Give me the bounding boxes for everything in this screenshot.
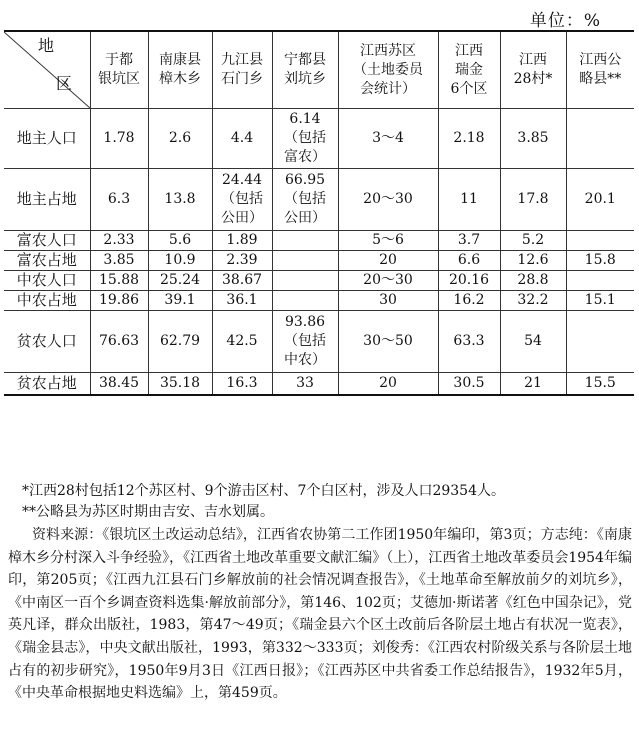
table-cell: 4.4 [212, 109, 272, 169]
source-citation: 资料来源：《银坑区土改运动总结》，江西省农协第二工作团1950年编印，第3页；方志纯：《南康樟木乡分村深入斗争经验》，《江西省土地改革重要文献汇编》（上），江西省土地改革委员会1954年编印，第205页；《江西九江县石门乡解放前的社会情况调查报告》，《土地革命至解放前夕的刘坑乡》，《中南区一百个乡调查资料选集·解放前部分》，第146、102页；艾德加·斯诺著《红色中国杂记》，党英凡译，群众出版社，1983，第47～49页；《瑞金县六个区土改前后各阶层土地占有状况一览表》，《瑞金县志》，中央文献出版社，1993，第332～333页；刘俊秀：《江西农村阶级关系与各阶层土地占有的初步研究》，1950年9月3日《江西日报》；《江西苏区中共省委工作总结报告》，1932年5月，《中央革命根据地史料选编》上，第459页。 [8, 527, 632, 702]
table-cell: 20～30 [338, 271, 438, 291]
table-cell: 20～30 [338, 169, 438, 231]
table-row [4, 291, 634, 311]
column-header: 九江县 石门乡 [212, 31, 272, 109]
table-cell: 30 [338, 291, 438, 311]
table-cell: 3.85 [500, 109, 566, 169]
table-cell: 2.33 [90, 231, 148, 251]
table-cell: 35.18 [148, 373, 212, 395]
table-cell: 66.95 （包括 公田） [272, 169, 338, 231]
table-cell: 30～50 [338, 311, 438, 373]
column-header: 于都 银坑区 [90, 31, 148, 109]
table-cell: 21 [500, 373, 566, 395]
table-cell [566, 271, 634, 291]
table-cell: 1.89 [212, 231, 272, 251]
table-row [4, 373, 634, 395]
corner-label-bottom: 区 [56, 74, 73, 93]
row-label: 中农占地 [4, 291, 90, 311]
header-row [4, 31, 634, 109]
table-cell: 11 [438, 169, 500, 231]
table-cell: 16.3 [212, 373, 272, 395]
table-row [4, 271, 634, 291]
table-cell: 2.6 [148, 109, 212, 169]
table-cell: 42.5 [212, 311, 272, 373]
column-header: 江西公 略县** [566, 31, 634, 109]
table-cell [566, 311, 634, 373]
table-cell: 38.67 [212, 271, 272, 291]
table-cell: 5.6 [148, 231, 212, 251]
table-cell: 32.2 [500, 291, 566, 311]
row-label: 地主人口 [4, 109, 90, 169]
table-cell [272, 271, 338, 291]
table-cell: 33 [272, 373, 338, 395]
table-cell: 36.1 [212, 291, 272, 311]
column-header: 南康县 樟木乡 [148, 31, 212, 109]
table-cell: 1.78 [90, 109, 148, 169]
table-cell: 20.16 [438, 271, 500, 291]
table-cell: 76.63 [90, 311, 148, 373]
table-row [4, 109, 634, 169]
table-row [4, 251, 634, 271]
column-header: 江西苏区 （土地委员 会统计） [338, 31, 438, 109]
table-cell: 15.88 [90, 271, 148, 291]
table-cell: 3.7 [438, 231, 500, 251]
table-cell: 10.9 [148, 251, 212, 271]
unit-label: 单位：% [529, 11, 601, 31]
table-cell: 15.8 [566, 251, 634, 271]
table-cell: 15.1 [566, 291, 634, 311]
table-cell [566, 231, 634, 251]
table-row [4, 311, 634, 373]
row-label: 贫农人口 [4, 311, 90, 373]
table-cell: 6.3 [90, 169, 148, 231]
table-cell: 24.44 （包括 公田） [212, 169, 272, 231]
row-label: 地主占地 [4, 169, 90, 231]
table-cell: 17.8 [500, 169, 566, 231]
row-label: 富农占地 [4, 251, 90, 271]
table-cell: 54 [500, 311, 566, 373]
row-label: 贫农占地 [4, 373, 90, 395]
corner-label-top: 地 [38, 36, 55, 55]
table-cell: 5～6 [338, 231, 438, 251]
column-header: 江西 28村* [500, 31, 566, 109]
table-cell: 20 [338, 251, 438, 271]
table-cell: 16.2 [438, 291, 500, 311]
column-header: 江西 瑞金 6个区 [438, 31, 500, 109]
column-header: 宁都县 刘坑乡 [272, 31, 338, 109]
table-cell: 28.8 [500, 271, 566, 291]
table-cell: 25.24 [148, 271, 212, 291]
table-cell [272, 231, 338, 251]
table-cell: 19.86 [90, 291, 148, 311]
table-cell: 93.86 （包括 中农） [272, 311, 338, 373]
table-cell: 20 [338, 373, 438, 395]
table-cell: 39.1 [148, 291, 212, 311]
land-distribution-table [4, 30, 634, 396]
corner-cell [4, 31, 90, 109]
table-cell [272, 251, 338, 271]
row-label: 中农人口 [4, 271, 90, 291]
table-cell: 15.5 [566, 373, 634, 395]
row-label: 富农人口 [4, 231, 90, 251]
table-cell: 62.79 [148, 311, 212, 373]
table-cell [272, 291, 338, 311]
table-cell: 2.18 [438, 109, 500, 169]
table-cell: 2.39 [212, 251, 272, 271]
table-cell: 63.3 [438, 311, 500, 373]
table-cell: 20.1 [566, 169, 634, 231]
table-cell: 30.5 [438, 373, 500, 395]
table-cell: 13.8 [148, 169, 212, 231]
footnote-28-villages: *江西28村包括12个苏区村、9个游击区村、7个白区村，涉及人口29354人。 [22, 483, 505, 499]
table-cell: 12.6 [500, 251, 566, 271]
table-cell: 38.45 [90, 373, 148, 395]
table-cell: 6.6 [438, 251, 500, 271]
table-row [4, 231, 634, 251]
table-cell: 3～4 [338, 109, 438, 169]
table-cell: 5.2 [500, 231, 566, 251]
table-row [4, 169, 634, 231]
table-cell: 6.14 （包括 富农） [272, 109, 338, 169]
table-cell [566, 109, 634, 169]
footnote-gonglue-county: **公略县为苏区时期由吉安、吉水划属。 [22, 504, 274, 520]
table-cell: 3.85 [90, 251, 148, 271]
